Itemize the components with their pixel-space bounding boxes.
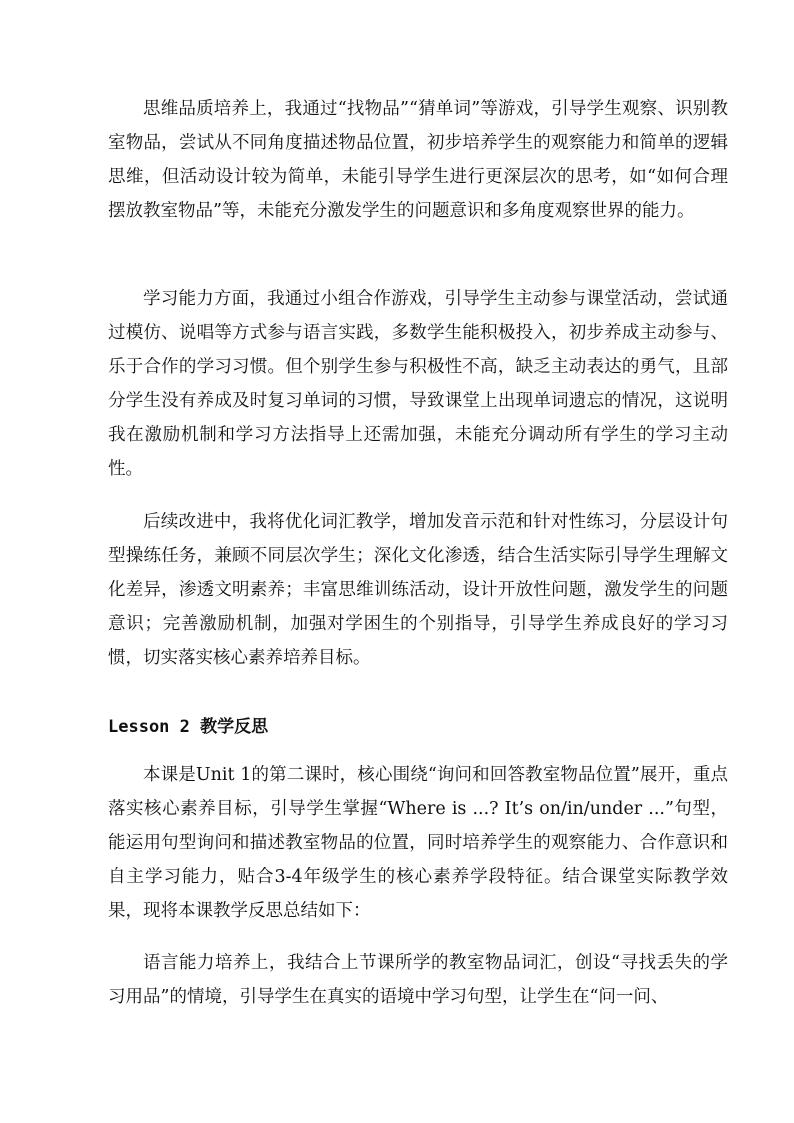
paragraph-thinking-quality: 思维品质培养上，我通过“找物品”“猜单词”等游戏，引导学生观察、识别教室物品，尝试从不同角度描述物品位置，初步培养学生的观察能力和简单的逻辑思维，但活动设计较为简单，未能引导学生进行更深层次的思考，如“如何合理摆放教室物品”等，未能充分激发学生的问题意识和多角度观察世界的能力。 bbox=[108, 99, 728, 221]
paragraph-language-ability: 语言能力培养上，我结合上节课所学的教室物品词汇，创设“寻找丢失的学习用品”的情境，引导学生在真实的语境中学习句型，让学生在“问一问、 bbox=[108, 953, 728, 1007]
paragraph-learning-ability: 学习能力方面，我通过小组合作游戏，引导学生主动参与课堂活动，尝试通过模仿、说唱等方式参与语言实践，多数学生能积极投入，初步养成主动参与、乐于合作的学习习惯。但个别学生参与积极性不高，缺乏主动表达的勇气，且部分学生没有养成及时复习单词的习惯，导致课堂上出现单词遗忘的情况，这说明我在激励机制和学习方法指导上还需加强，未能充分调动所有学生的学习主动性。 bbox=[108, 289, 728, 479]
paragraph-improvement-plan: 后续改进中，我将优化词汇教学，增加发音示范和针对性练习，分层设计句型操练任务，兼顾不同层次学生；深化文化渗透，结合生活实际引导学生理解文化差异，渗透文明素养；丰富思维训练活动，设计开放性问题，激发学生的问题意识；完善激励机制，加强对学困生的个别指导，引导学生养成良好的学习习惯，切实落实核心素养培养目标。 bbox=[108, 512, 728, 668]
heading-lesson-label: Lesson 2 bbox=[108, 717, 201, 737]
heading-title: 教学反思 bbox=[200, 717, 269, 737]
section-heading bbox=[108, 710, 728, 744]
paragraph-lesson2-intro: 本课是Unit 1的第二课时，核心围绕“询问和回答教室物品位置”展开，重点落实核心素养目标，引导学生掌握“Where is ...? It’s on/in/under ...”句型，能运用句型询问和描述教室物品的位置，同时培养学生的观察能力、合作意识和自主学习能力，贴合3-4年级学生的核心素养学段特征。结合课堂实际教学效果，现将本课教学反思总结如下： bbox=[108, 765, 728, 921]
